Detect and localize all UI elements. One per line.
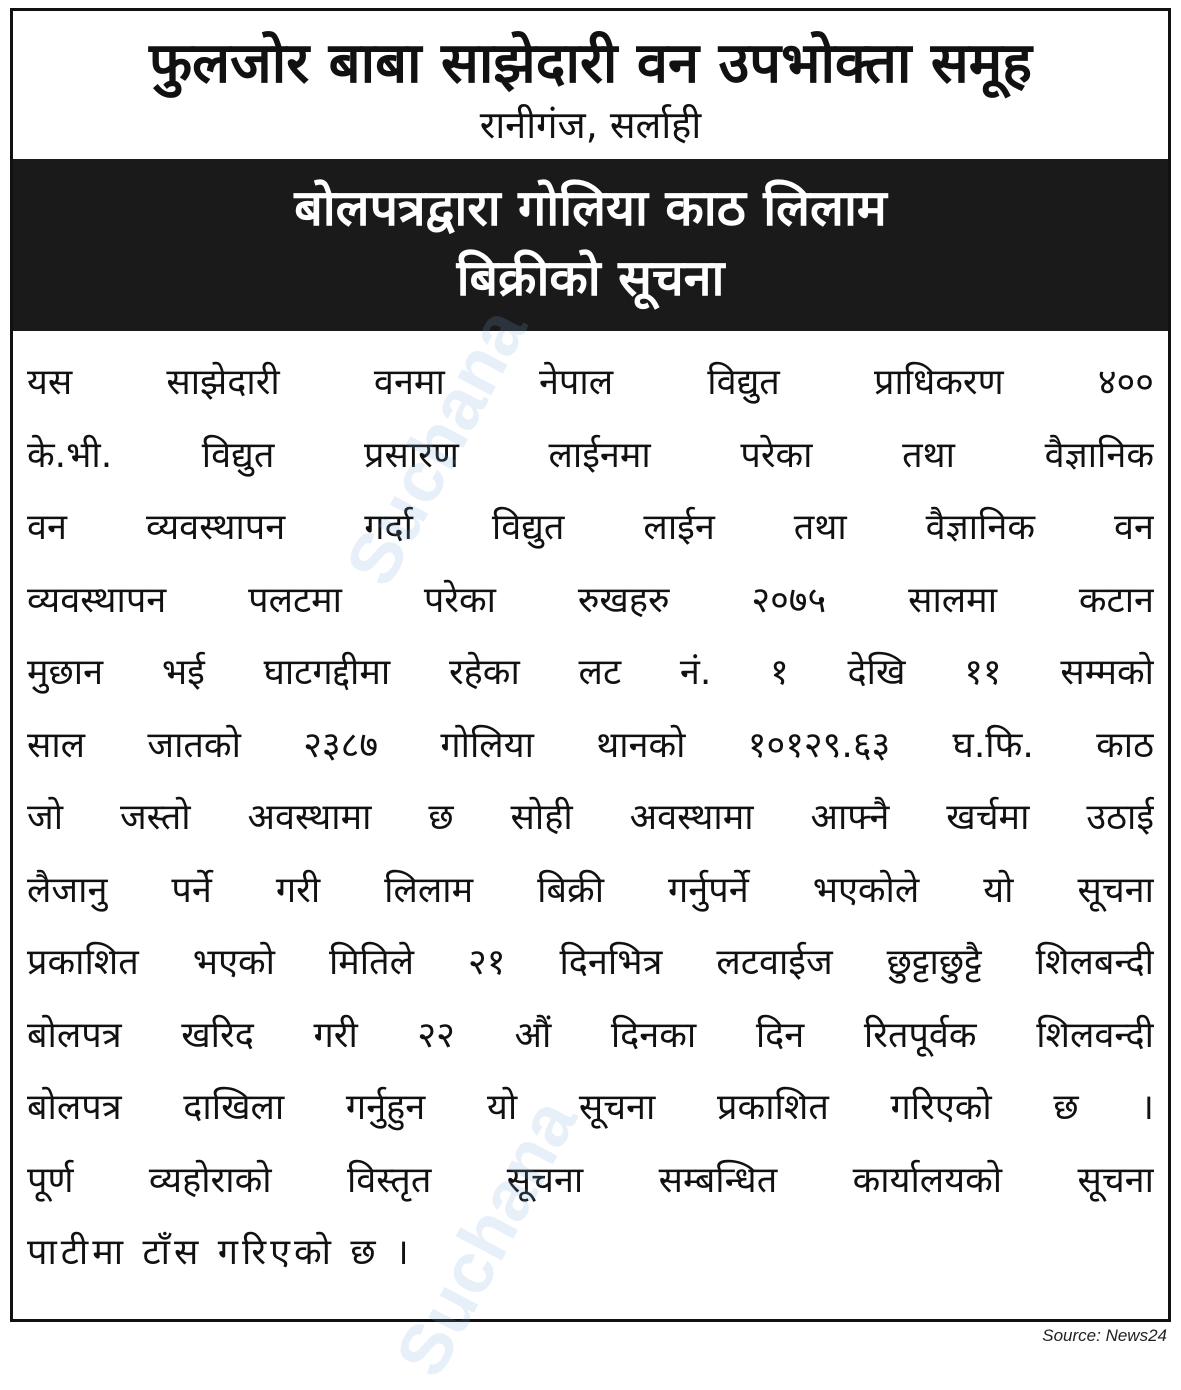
notice-heading-line-2: बिक्रीको सूचना [456, 249, 725, 307]
body-line-text: पाटीमा टाँस गरिएको छ । [27, 1232, 413, 1273]
organization-address: रानीगंज, सर्लाही [479, 103, 702, 147]
body-line: जो जस्तो अवस्थामा छ सोही अवस्थामा आफ्नै खर्चमा उठाई [27, 797, 1154, 838]
body-line: लैजानु पर्ने गरी लिलाम बिक्री गर्नुपर्ने भएकोले यो सूचना [27, 869, 1154, 911]
body-line: यस साझेदारी वनमा नेपाल विद्युत प्राधिकरण ४०० [27, 362, 1154, 403]
notice-heading-banner [13, 159, 1168, 331]
body-line: के.भी. विद्युत प्रसारण लाईनमा परेका तथा वैज्ञानिक [27, 434, 1154, 476]
body-line [27, 1217, 1154, 1290]
notice-body [13, 331, 1168, 1290]
watermark-logo: Suchana [380, 1086, 593, 1390]
body-line: साल जातको २३८७ गोलिया थानको १०१२९.६३ घ.फि. काठ [27, 724, 1154, 766]
source-credit: Source: News24 [1042, 1326, 1167, 1345]
body-line: वन व्यवस्थापन गर्दा विद्युत लाईन तथा वैज्ञानिक वन [27, 507, 1154, 548]
watermark-logo: Suchana [330, 295, 543, 599]
organization-name: फुलजोर बाबा साझेदारी वन उपभोक्ता समूह [149, 31, 1032, 96]
body-line: मुछान भई घाटगद्दीमा रहेका लट नं. १ देखि ११ सम्मको [27, 652, 1154, 693]
body-line: प्रकाशित भएको मितिले २१ दिनभित्र लटवाईज छुट्टाछुट्टै शिलबन्दी [27, 942, 1154, 983]
body-line: पूर्ण व्यहोराको विस्तृत सूचना सम्बन्धित कार्यालयको सूचना [27, 1159, 1154, 1201]
body-line: व्यवस्थापन पलटमा परेका रुखहरु २०७५ सालमा कटान [27, 579, 1154, 621]
body-line: बोलपत्र खरिद गरी २२ औं दिनका दिन रितपूर्वक शिलवन्दी [27, 1014, 1154, 1056]
body-line: बोलपत्र दाखिला गर्नुहुन यो सूचना प्रकाशित गरिएको छ । [27, 1087, 1154, 1128]
notice-box [10, 8, 1171, 1322]
notice-heading-line-1: बोलपत्रद्वारा गोलिया काठ लिलाम [294, 179, 887, 237]
